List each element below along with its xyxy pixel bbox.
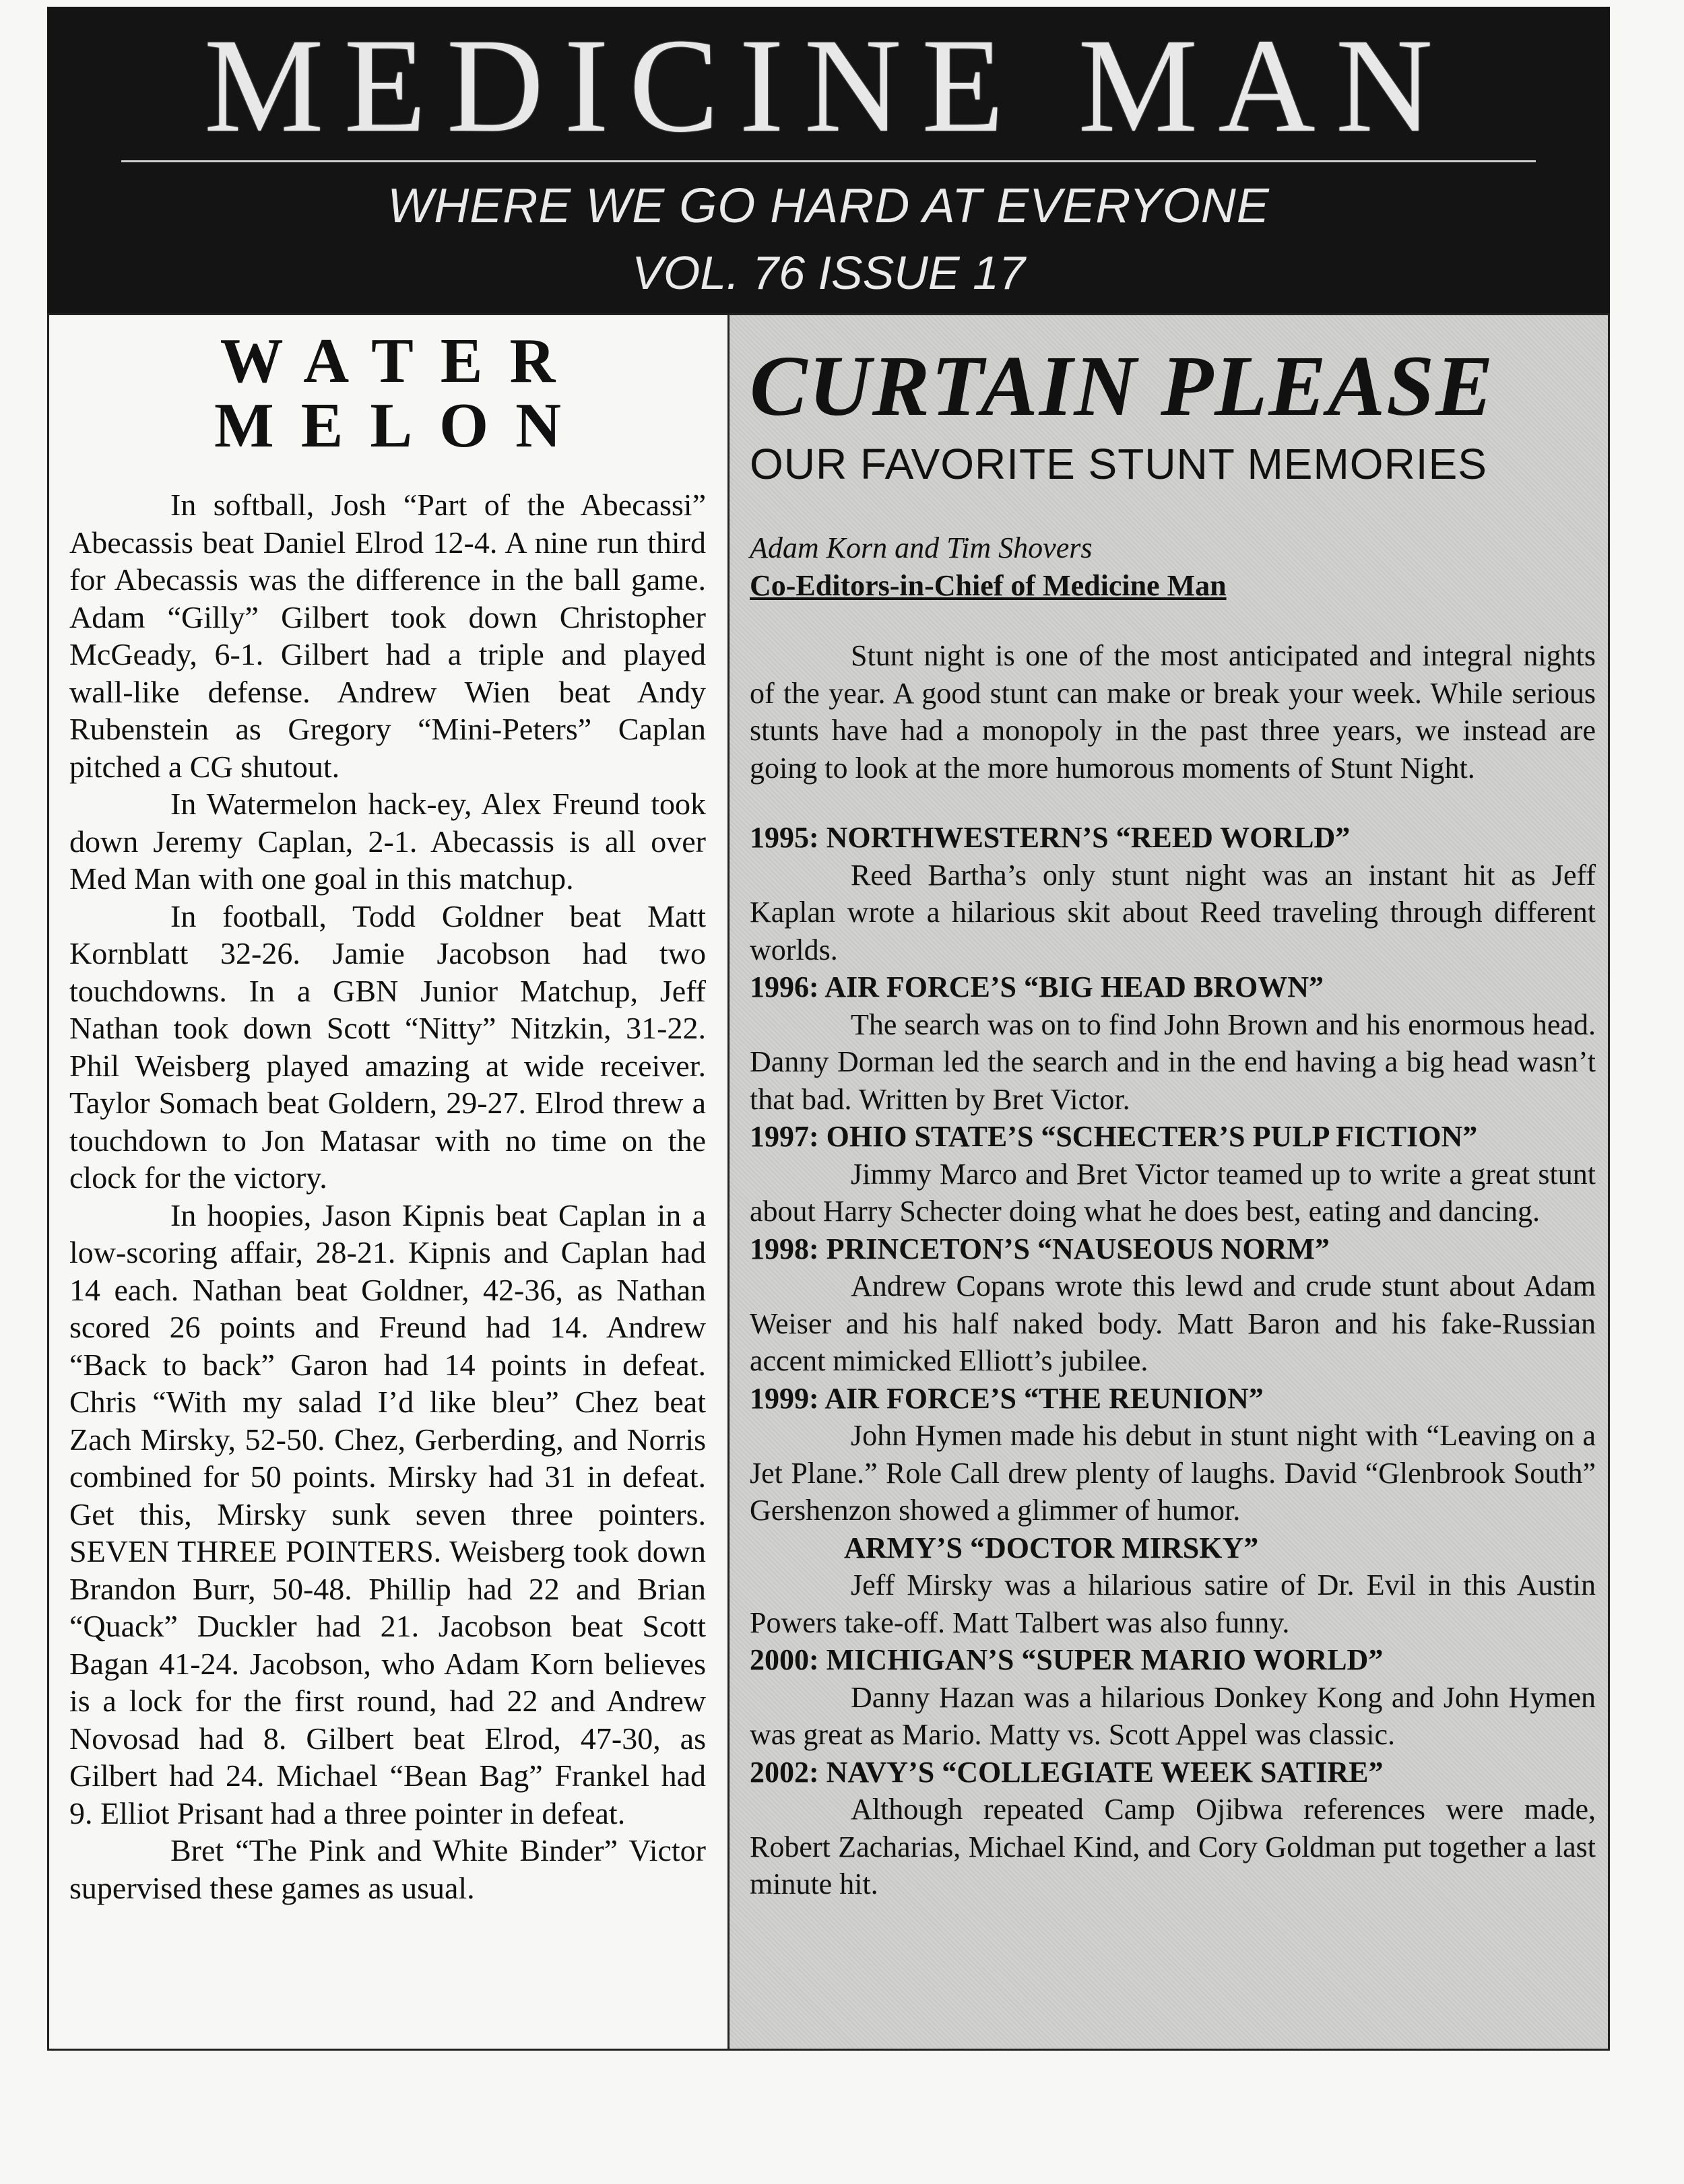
curtain-please-article: [730, 315, 1608, 2049]
article-paragraph: In Watermelon hack-ey, Alex Freund took down Jeremy Caplan, 2-1. Abecassis is all over Med Man with one goal in this matchup.: [69, 787, 706, 896]
byline-role: Co-Editors-in-Chief of Medicine Man: [750, 569, 1227, 602]
stunt-description: Jimmy Marco and Bret Victor teamed up to write a great stunt about Harry Schecter doing what he does best, eating and dancing.: [750, 1157, 1596, 1228]
stunt-description: John Hymen made his debut in stunt night with “Leaving on a Jet Plane.” Role Call drew plenty of laughs. David “Glenbrook South” Gershenzon showed a glimmer of humor.: [750, 1419, 1596, 1527]
newsletter-title: MEDICINE MAN: [203, 11, 1454, 160]
stunt-heading: 2000: MICHIGAN’S “SUPER MARIO WORLD”: [750, 1643, 1384, 1676]
article-paragraph: In softball, Josh “Part of the Abecassi” Abecassis beat Daniel Elrod 12-4. A nine run third for Abecassis was the difference in the ball game. Adam “Gilly” Gilbert took down Christopher McGeady, 6-1. Gilbert had a triple and played wall-like defense. Andrew Wien beat Andy Rubenstein as Gregory “Mini-Peters” Caplan pitched a CG shutout.: [69, 488, 706, 784]
stunt-heading: 1998: PRINCETON’S “NAUSEOUS NORM”: [750, 1232, 1330, 1265]
article-title-line2: MELON: [214, 391, 589, 461]
stunt-heading: 1995: NORTHWESTERN’S “REED WORLD”: [750, 821, 1351, 854]
stunt-heading: 1999: AIR FORCE’S “THE REUNION”: [750, 1381, 1264, 1415]
article-paragraph: In football, Todd Goldner beat Matt Kornblatt 32-26. Jamie Jacobson had two touchdowns. In a GBN Junior Matchup, Jeff Nathan took down Scott “Nitty” Nitzkin, 31-22. Phil Weisberg played amazing at wide receiver. Taylor Somach beat Goldern, 29-27. Elrod threw a touchdown to Jon Matasar with no time on the clock for the victory.: [69, 898, 706, 1195]
article-title-line1: WATER: [220, 326, 583, 396]
byline-authors: Adam Korn and Tim Shovers: [750, 531, 1093, 564]
intro-paragraph: Stunt night is one of the most anticipated and integral nights of the year. A good stunt can make or break your week. While serious stunts have had a monopoly in the past three years, we instead are going to look at the more humorous moments of Stunt Night.: [750, 639, 1596, 785]
article-paragraph: Bret “The Pink and White Binder” Victor supervised these games as usual.: [69, 1833, 706, 1905]
stunt-description: Although repeated Camp Ojibwa references were made, Robert Zacharias, Michael Kind, and Cory Goldman put together a last minute hit.: [750, 1793, 1596, 1900]
masthead-rule: [121, 160, 1536, 162]
article-title: [69, 326, 706, 461]
volume-issue: VOL. 76 ISSUE 17: [632, 246, 1025, 299]
stunt-description: Jeff Mirsky was a hilarious satire of Dr. Evil in this Austin Powers take-off. Matt Talbert was also funny.: [750, 1568, 1596, 1639]
stunt-heading: ARMY’S “DOCTOR MIRSKY”: [844, 1531, 1259, 1564]
stunt-description: Danny Hazan was a hilarious Donkey Kong and John Hymen was great as Mario. Matty vs. Scott Appel was classic.: [750, 1680, 1596, 1751]
stunt-heading: 1997: OHIO STATE’S “SCHECTER’S PULP FICTION”: [750, 1120, 1478, 1153]
article-subtitle: OUR FAVORITE STUNT MEMORIES: [750, 440, 1487, 488]
masthead: [47, 7, 1610, 313]
stunt-description: The search was on to find John Brown and his enormous head. Danny Dorman led the search and in the end having a big head wasn’t that bad. Written by Bret Victor.: [750, 1007, 1596, 1116]
stunt-description: Andrew Copans wrote this lewd and crude stunt about Adam Weiser and his half naked body. Matt Baron and his fake-Russian accent mimicked Elliott’s jubilee.: [750, 1269, 1596, 1377]
stunt-heading: 2002: NAVY’S “COLLEGIATE WEEK SATIRE”: [750, 1755, 1384, 1789]
stunt-description: Reed Bartha’s only stunt night was an instant hit as Jeff Kaplan wrote a hilarious skit about Reed traveling through different worlds.: [750, 858, 1596, 966]
content-area: [47, 313, 1610, 2051]
article-paragraph: In hoopies, Jason Kipnis beat Caplan in a low-scoring affair, 28-21. Kipnis and Caplan had 14 each. Nathan beat Goldner, 42-36, as Nathan scored 26 points and Freund had 14. Andrew “Back to back” Garon had 14 points in defeat. Chris “With my salad I’d like bleu” Chez beat Zach Mirsky, 52-50. Chez, Gerberding, and Norris combined for 50 points. Mirsky had 31 in defeat. Get this, Mirsky sunk seven three pointers. SEVEN THREE POINTERS. Weisberg took down Brandon Burr, 50-48. Phillip had 22 and Brian “Quack” Duckler had 21. Jacobson beat Scott Bagan 41-24. Jacobson, who Adam Korn believes is a lock for the first round, had 22 and Andrew Novosad had 8. Gilbert beat Elrod, 47-30, as Gilbert had 24. Michael “Bean Bag” Frankel had 9. Elliot Prisant had a three pointer in defeat.: [69, 1197, 706, 1830]
article-title: CURTAIN PLEASE: [750, 338, 1495, 434]
stunt-heading: 1996: AIR FORCE’S “BIG HEAD BROWN”: [750, 970, 1324, 1003]
newsletter-tagline: WHERE WE GO HARD AT EVERYONE: [387, 179, 1270, 233]
watermelon-article: [69, 326, 706, 1907]
